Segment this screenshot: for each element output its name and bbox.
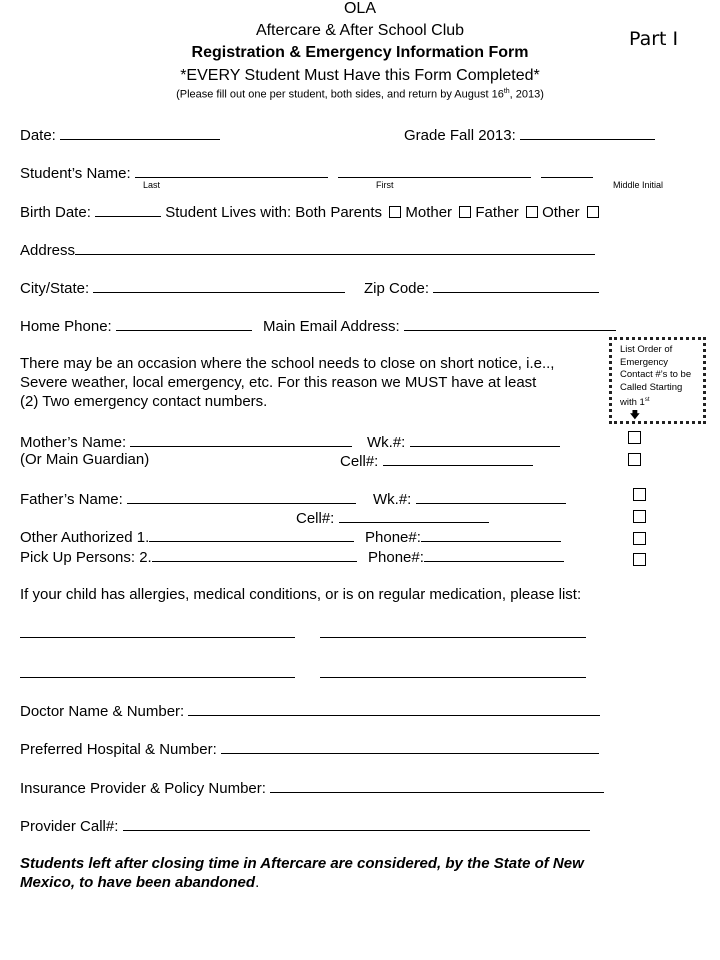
mother-name-field[interactable] bbox=[130, 432, 352, 447]
notice-line-1: There may be an occasion where the school needs to close on short notice, i.e.., bbox=[20, 355, 555, 372]
doctor-row bbox=[20, 701, 600, 720]
city-state-field[interactable] bbox=[93, 278, 345, 293]
father-cell-field[interactable] bbox=[339, 508, 489, 523]
other2-label: Pick Up Persons: 2. bbox=[20, 549, 152, 566]
provider-call-label: Provider Call#: bbox=[20, 818, 119, 835]
city-state-label: City/State: bbox=[20, 280, 90, 297]
hospital-label: Preferred Hospital & Number: bbox=[20, 741, 217, 758]
email-field[interactable] bbox=[404, 316, 616, 331]
father-option-label: Father bbox=[475, 204, 519, 221]
order-checkbox-3[interactable] bbox=[633, 488, 646, 501]
instructions: (Please fill out one per student, both sides, and return by August 16th, 2013) bbox=[176, 88, 544, 101]
phone-row bbox=[20, 316, 252, 335]
mother-cell-label: Cell#: bbox=[340, 453, 379, 470]
date-row bbox=[20, 125, 220, 144]
birth-date-label: Birth Date: bbox=[20, 204, 91, 221]
notice-line-2: Severe weather, local emergency, etc. For this reason we MUST have at least bbox=[20, 374, 537, 391]
phone2-field[interactable] bbox=[424, 547, 564, 562]
birth-row bbox=[20, 202, 599, 221]
father-wk-field[interactable] bbox=[416, 489, 566, 504]
allergies-line-3[interactable] bbox=[20, 677, 295, 678]
father-cell-row bbox=[296, 508, 489, 527]
order-checkbox-6[interactable] bbox=[633, 553, 646, 566]
first-caption: First bbox=[376, 180, 394, 190]
home-phone-label: Home Phone: bbox=[20, 318, 112, 335]
other1-field[interactable] bbox=[149, 527, 354, 542]
allergies-label: If your child has allergies, medical conditions, or is on regular medication, please list: bbox=[20, 586, 582, 603]
insurance-label: Insurance Provider & Policy Number: bbox=[20, 780, 266, 797]
zip-row bbox=[364, 278, 599, 297]
guardian-label: (Or Main Guardian) bbox=[20, 451, 150, 468]
student-middle-field[interactable] bbox=[541, 163, 593, 178]
father-checkbox[interactable] bbox=[526, 206, 538, 218]
grade-row bbox=[404, 125, 655, 144]
address-row bbox=[20, 240, 595, 259]
allergies-line-2[interactable] bbox=[320, 637, 586, 638]
date-label: Date: bbox=[20, 127, 56, 144]
mother-checkbox[interactable] bbox=[459, 206, 471, 218]
allergies-line-4[interactable] bbox=[320, 677, 586, 678]
date-field[interactable] bbox=[60, 125, 220, 140]
zip-label: Zip Code: bbox=[364, 280, 430, 297]
other2-row bbox=[20, 547, 357, 566]
last-caption: Last bbox=[143, 180, 161, 190]
mother-row bbox=[20, 432, 352, 451]
birth-date-field[interactable] bbox=[95, 202, 161, 217]
father-name-field[interactable] bbox=[127, 489, 356, 504]
mother-cell-field[interactable] bbox=[383, 451, 533, 466]
order-checkbox-2[interactable] bbox=[628, 453, 641, 466]
mother-option-label: Mother bbox=[405, 204, 453, 221]
order-note: List Order of Emergency Contact #’s to be Called Starting with 1st 🡇 bbox=[620, 344, 692, 422]
both-parents-checkbox[interactable] bbox=[389, 206, 401, 218]
program-name: Aftercare & After School Club bbox=[255, 22, 465, 39]
father-row bbox=[20, 489, 356, 508]
mother-wk-field[interactable] bbox=[410, 432, 560, 447]
org-name: OLA bbox=[343, 0, 376, 17]
email-row bbox=[263, 316, 616, 335]
student-name-row bbox=[20, 163, 593, 182]
father-name-label: Father’s Name: bbox=[20, 491, 123, 508]
phone1-field[interactable] bbox=[421, 527, 561, 542]
phone1-row bbox=[365, 527, 561, 546]
order-checkbox-1[interactable] bbox=[628, 431, 641, 444]
student-name-label: Student’s Name: bbox=[20, 165, 131, 182]
part-label: Part I bbox=[629, 28, 679, 50]
order-checkbox-5[interactable] bbox=[633, 532, 646, 545]
required-note: *EVERY Student Must Have this Form Completed* bbox=[180, 67, 540, 84]
notice-line-3: (2) Two emergency contact numbers. bbox=[20, 393, 268, 410]
grade-field[interactable] bbox=[520, 125, 655, 140]
other2-field[interactable] bbox=[152, 547, 357, 562]
city-row bbox=[20, 278, 345, 297]
home-phone-field[interactable] bbox=[116, 316, 252, 331]
other1-row bbox=[20, 527, 354, 546]
lives-with-label: Student Lives with: Both Parents bbox=[165, 204, 383, 221]
address-label: Address bbox=[20, 242, 76, 259]
provider-call-field[interactable] bbox=[123, 816, 590, 831]
phone2-row bbox=[368, 547, 564, 566]
hospital-field[interactable] bbox=[221, 739, 599, 754]
doctor-field[interactable] bbox=[188, 701, 600, 716]
father-cell-label: Cell#: bbox=[296, 510, 335, 527]
other-option-label: Other bbox=[542, 204, 580, 221]
grade-label: Grade Fall 2013: bbox=[404, 127, 516, 144]
warning-line-2: Mexico, to have been abandoned. bbox=[20, 874, 260, 891]
other1-label: Other Authorized 1. bbox=[20, 529, 150, 546]
phone1-label: Phone#: bbox=[365, 529, 421, 546]
father-wk-row bbox=[373, 489, 566, 508]
mother-wk-label: Wk.#: bbox=[367, 434, 406, 451]
mother-name-label: Mother’s Name: bbox=[20, 434, 127, 451]
insurance-row bbox=[20, 778, 604, 797]
down-arrow-icon: 🡇 bbox=[630, 410, 640, 422]
order-checkbox-4[interactable] bbox=[633, 510, 646, 523]
phone2-label: Phone#: bbox=[368, 549, 424, 566]
address-field[interactable] bbox=[75, 240, 595, 255]
zip-field[interactable] bbox=[433, 278, 599, 293]
doctor-label: Doctor Name & Number: bbox=[20, 703, 185, 720]
email-label: Main Email Address: bbox=[263, 318, 400, 335]
student-last-field[interactable] bbox=[135, 163, 328, 178]
insurance-field[interactable] bbox=[270, 778, 604, 793]
warning-line-1: Students left after closing time in Aftercare are considered, by the State of New bbox=[20, 855, 584, 872]
middle-caption: Middle Initial bbox=[613, 180, 664, 190]
form-title: Registration & Emergency Information Form bbox=[191, 44, 529, 61]
allergies-line-1[interactable] bbox=[20, 637, 295, 638]
mother-wk-row bbox=[367, 432, 560, 451]
mother-cell-row bbox=[340, 451, 533, 470]
father-wk-label: Wk.#: bbox=[373, 491, 412, 508]
other-checkbox[interactable] bbox=[587, 206, 599, 218]
provider-call-row bbox=[20, 816, 590, 835]
hospital-row bbox=[20, 739, 599, 758]
student-first-field[interactable] bbox=[338, 163, 531, 178]
